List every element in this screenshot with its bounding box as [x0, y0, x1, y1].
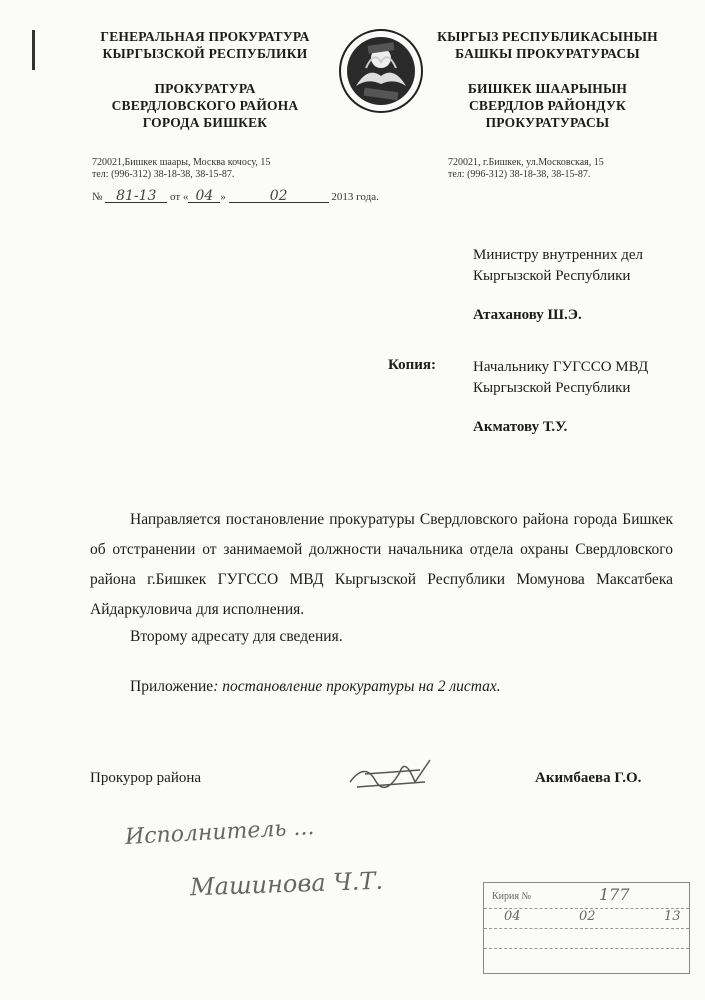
date-year: 2013 года. [331, 191, 379, 203]
stamp-label: Кирия № [492, 891, 532, 902]
header-left-line3: ПРОКУРАТУРА [154, 81, 256, 96]
header-right-line2: БАШКЫ ПРОКУРАТУРАСЫ [455, 46, 640, 61]
stamp-number: 177 [599, 885, 630, 904]
number-value: 81-13 [105, 190, 167, 203]
stamp-year: 13 [664, 909, 681, 924]
header-left-line1: ГЕНЕРАЛЬНАЯ ПРОКУРАТУРА [100, 29, 310, 44]
margin-mark [32, 30, 35, 70]
registration-stamp [483, 882, 690, 974]
copy-line2: Кыргызской Республики [473, 380, 631, 396]
header-right-line3: БИШКЕК ШААРЫНЫН [467, 81, 628, 96]
handwritten-note-1: Исполнитель ... [124, 815, 315, 850]
header-right-line5: ПРОКУРАТУРАСЫ [485, 115, 610, 130]
header-right [425, 28, 670, 131]
header-left-line2: КЫРГЫЗСКОЙ РЕСПУБЛИКИ [102, 46, 308, 61]
reference-number-line: № 81-13 от « 04 » 02 2013 года. [92, 188, 379, 204]
attachment-label: Приложение [130, 678, 214, 695]
second-addressee-text: Второму адресату для сведения. [130, 628, 343, 645]
addressee-block [473, 245, 693, 326]
date-day: 04 [188, 190, 220, 203]
address-left-line2: тел: (996-312) 38-18-38, 38-15-87. [92, 169, 235, 180]
date-month: 02 [229, 190, 329, 203]
number-prefix: № [92, 191, 103, 203]
signature-scribble [345, 752, 440, 797]
addressee-name: Атаханову Ш.Э. [473, 307, 582, 323]
address-left-line1: 720021,Бишкек шаары, Москва кочосу, 15 [92, 157, 271, 168]
attachment-text: : постановление прокуратуры на 2 листах. [213, 678, 501, 695]
stamp-day: 04 [504, 909, 521, 924]
from-word: от [170, 191, 181, 203]
header-right-line4: СВЕРДЛОВ РАЙОНДУК [468, 98, 627, 113]
address-left [92, 157, 332, 181]
header-left-line4: СВЕРДЛОВСКОГО РАЙОНА [111, 98, 299, 113]
state-emblem-seal [338, 28, 424, 114]
address-right [448, 157, 688, 181]
second-addressee-note [90, 622, 673, 652]
body-paragraph [90, 505, 673, 625]
header-right-line1: КЫРГЫЗ РЕСПУБЛИКАСЫНЫН [437, 29, 658, 44]
attachment-line [90, 672, 673, 702]
header-left-line5: ГОРОДА БИШКЕК [142, 115, 268, 130]
copy-block [473, 357, 693, 438]
copy-label: Копия: [388, 357, 437, 373]
copy-name: Акматову Т.У. [473, 419, 568, 435]
copy-line1: Начальнику ГУГССО МВД [473, 359, 649, 375]
signature-name: Акимбаева Г.О. [535, 770, 642, 786]
handwritten-note-2: Машинова Ч.Т. [189, 866, 384, 902]
addressee-line1: Министру внутренних дел [473, 247, 643, 263]
header-left [80, 28, 330, 131]
address-right-line1: 720021, г.Бишкек, ул.Московская, 15 [448, 157, 604, 168]
address-right-line2: тел: (996-312) 38-18-38, 38-15-87. [448, 169, 591, 180]
addressee-line2: Кыргызской Республики [473, 268, 631, 284]
body-paragraph-text: Направляется постановление прокуратуры Свердловского района города Бишкек об отстранении от занимаемой должности начальника отдела охраны Свердловского района г.Бишкек ГУГССО МВД Кыргызской Республики Момунова Максатбека Айдаркуловича для исполнения. [90, 511, 673, 618]
stamp-month: 02 [579, 909, 596, 924]
signature-position: Прокурор района [90, 770, 202, 786]
